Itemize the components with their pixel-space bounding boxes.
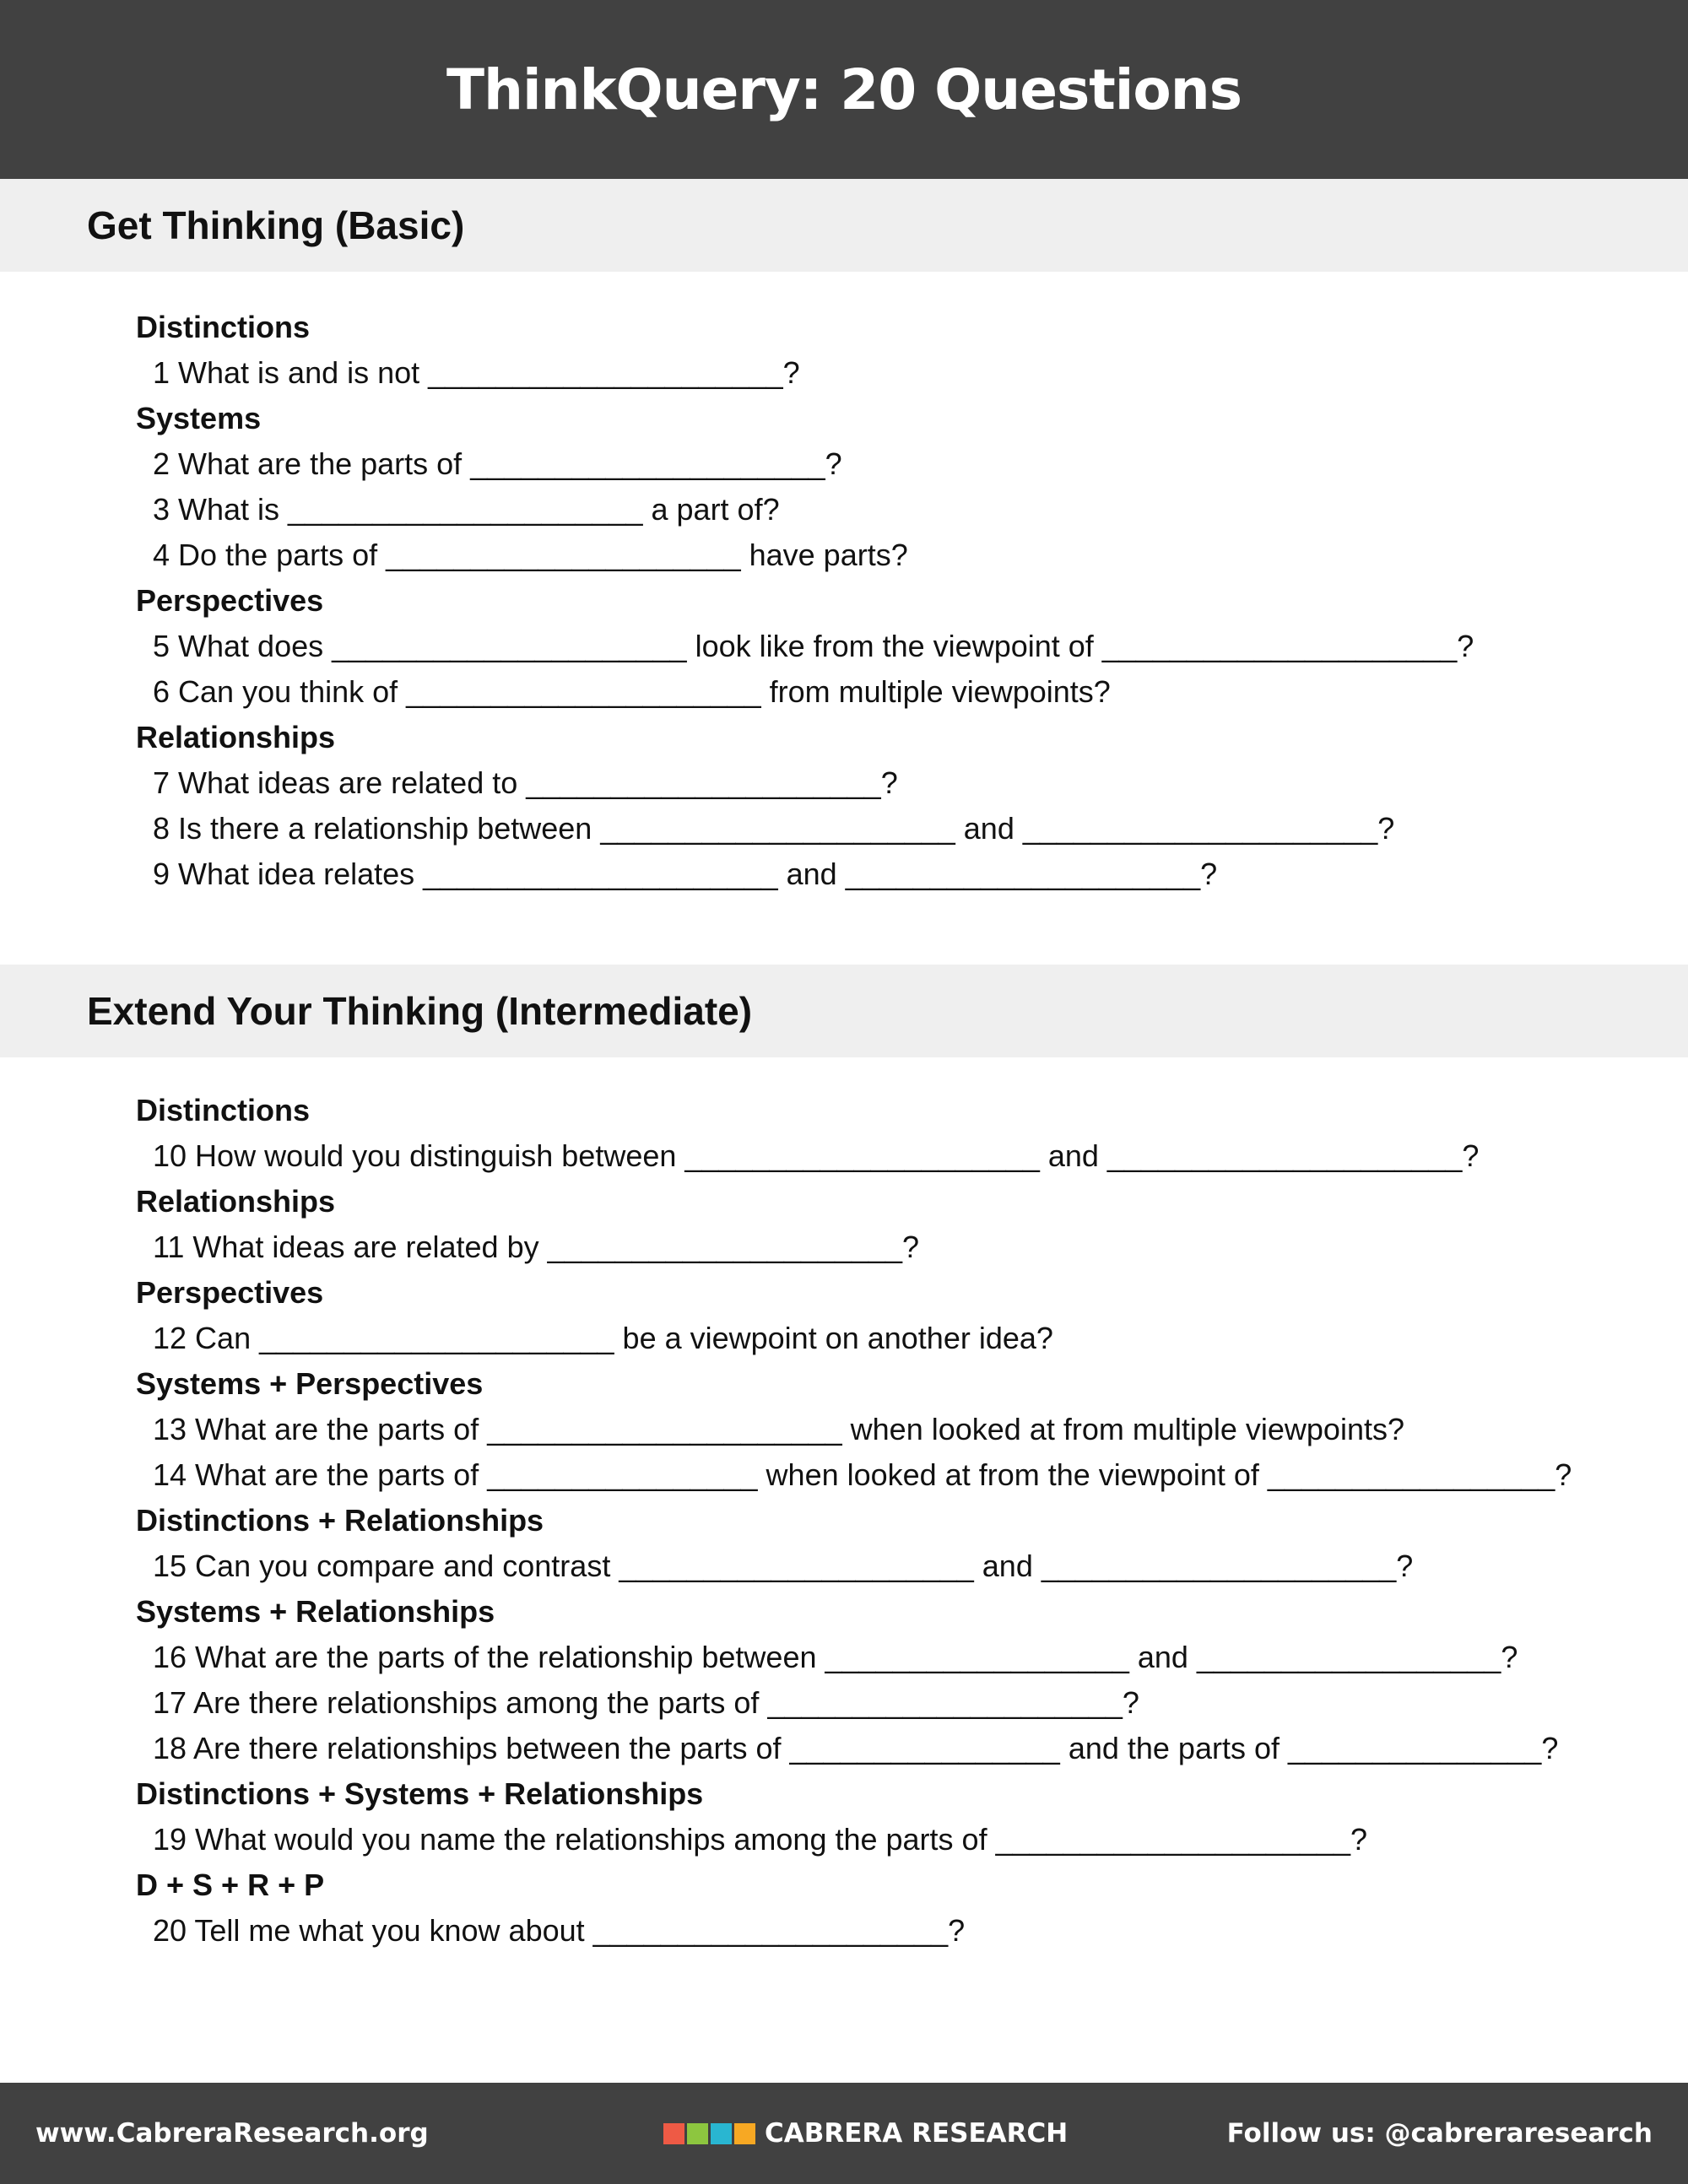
logo-square-blue: [711, 2123, 732, 2144]
section-heading: Get Thinking (Basic): [87, 203, 465, 247]
question-item: 6 Can you think of _____________________ from multiple viewpoints?: [153, 674, 1111, 709]
category-heading: Perspectives: [136, 583, 324, 618]
section-header-basic: [0, 179, 1688, 272]
logo-square-orange: [734, 2123, 755, 2144]
question-item: 19 What would you name the relationships among the parts of _____________________?: [153, 1822, 1368, 1857]
question-item: 7 What ideas are related to _____________________?: [153, 765, 898, 800]
question-item: 15 Can you compare and contrast _____________________ and _____________________?: [153, 1549, 1414, 1583]
question-item: 9 What idea relates _____________________ and _____________________?: [153, 857, 1218, 891]
logo-square-green: [687, 2123, 708, 2144]
section-basic-questions: [0, 305, 1688, 897]
question-item: 20 Tell me what you know about _____________________?: [153, 1913, 966, 1948]
category-heading: Systems + Perspectives: [136, 1366, 484, 1401]
question-item: 14 What are the parts of ________________ when looked at from the viewpoint of _________________?: [153, 1457, 1572, 1492]
category-heading: Distinctions + Relationships: [136, 1503, 544, 1538]
question-item: 8 Is there a relationship between _____________________ and _____________________?: [153, 811, 1395, 846]
question-item: 11 What ideas are related by _____________________?: [153, 1230, 920, 1264]
category-heading: Distinctions: [136, 1093, 311, 1127]
question-item: 16 What are the parts of the relationship between __________________ and __________________?: [153, 1640, 1518, 1674]
section-intermediate-questions: [0, 1088, 1688, 1954]
question-item: 10 How would you distinguish between _____________________ and _____________________?: [153, 1138, 1480, 1173]
website-link[interactable]: www.CabreraResearch.org: [35, 2118, 429, 2149]
logo-square-red: [663, 2123, 684, 2144]
question-item: 18 Are there relationships between the parts of ________________ and the parts of _______________?: [153, 1731, 1559, 1765]
question-item: 12 Can _____________________ be a viewpoint on another idea?: [153, 1321, 1053, 1355]
section-header-intermediate: [0, 965, 1688, 1057]
section-heading: Extend Your Thinking (Intermediate): [87, 989, 753, 1033]
category-heading: D + S + R + P: [136, 1868, 325, 1902]
follow-us-text: Follow us: @cabreraresearch: [1226, 2118, 1653, 2149]
category-heading: Relationships: [136, 720, 336, 754]
question-item: 1 What is and is not _____________________?: [153, 355, 800, 390]
brand-name: CABRERA RESEARCH: [765, 2118, 1069, 2149]
page-footer: [0, 2083, 1688, 2184]
question-item: 5 What does _____________________ look like from the viewpoint of _____________________?: [153, 629, 1474, 663]
page-title: ThinkQuery: 20 Questions: [446, 57, 1242, 122]
question-item: 13 What are the parts of _____________________ when looked at from multiple viewpoints?: [153, 1412, 1404, 1446]
question-item: 2 What are the parts of _____________________?: [153, 446, 842, 481]
question-item: 4 Do the parts of _____________________ have parts?: [153, 538, 908, 572]
brand-logo: [663, 2083, 1068, 2184]
category-heading: Systems + Relationships: [136, 1594, 495, 1629]
question-item: 17 Are there relationships among the parts of _____________________?: [153, 1685, 1139, 1720]
page-header: [0, 0, 1688, 179]
category-heading: Perspectives: [136, 1275, 324, 1310]
question-item: 3 What is _____________________ a part of?: [153, 492, 780, 527]
category-heading: Distinctions: [136, 310, 311, 344]
category-heading: Relationships: [136, 1184, 336, 1219]
category-heading: Systems: [136, 401, 262, 435]
category-heading: Distinctions + Systems + Relationships: [136, 1776, 704, 1811]
